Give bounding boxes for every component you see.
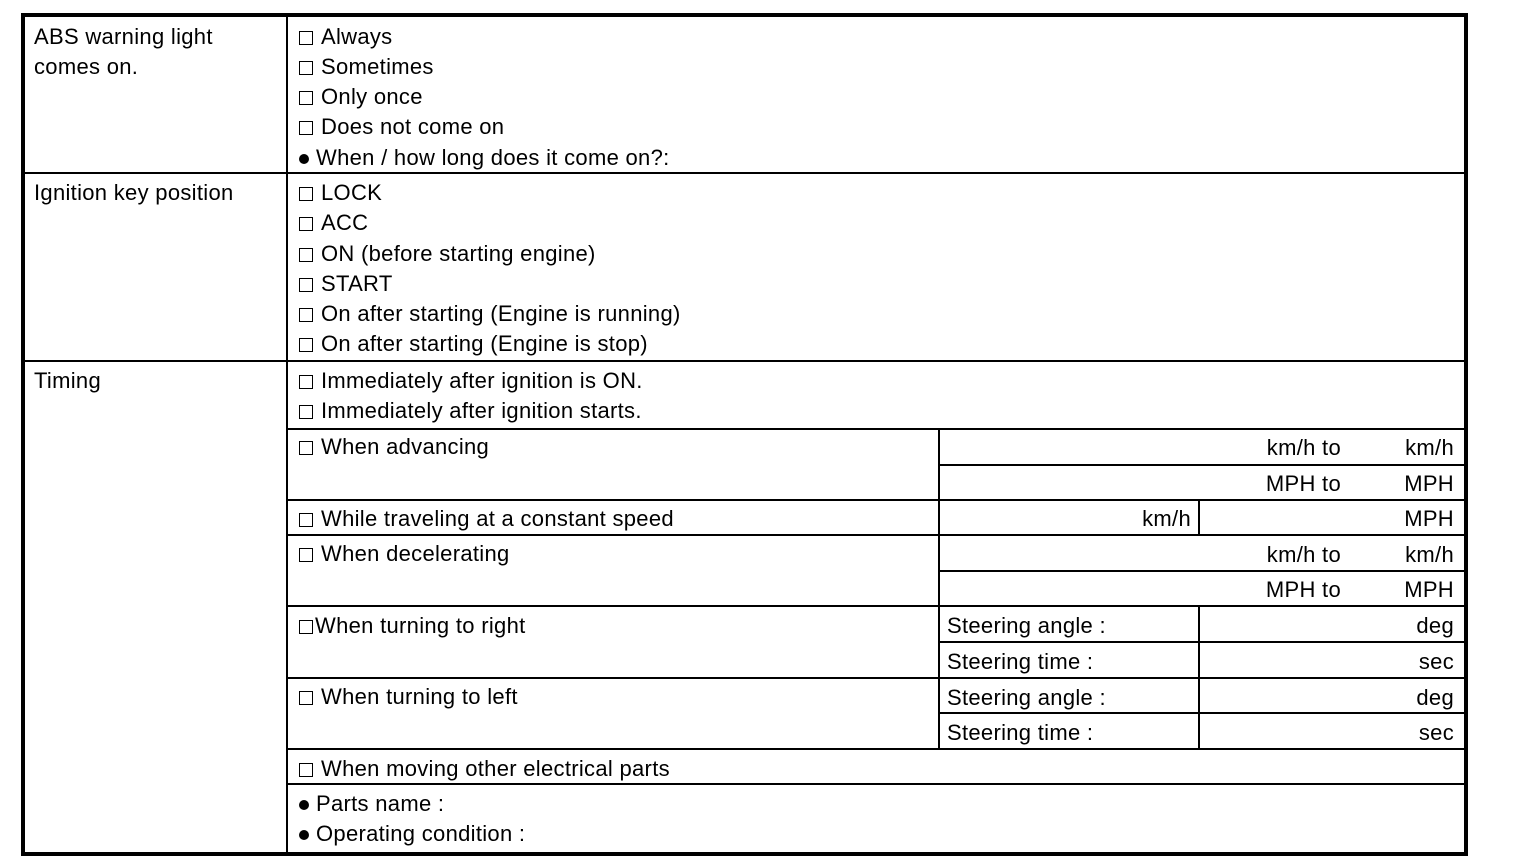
timing-option-electrical-parts[interactable]: When moving other electrical parts [299, 756, 670, 782]
divider-constant-speed [287, 534, 1468, 536]
checkbox-icon[interactable] [299, 187, 313, 201]
abs-option-only-once[interactable]: Only once [299, 84, 423, 110]
operating-condition-label: Operating condition : [299, 821, 525, 847]
abs-option-does-not-come-on[interactable]: Does not come on [299, 114, 504, 140]
timing-option-turning-right[interactable]: When turning to right [299, 613, 526, 639]
left-steering-angle-unit: deg [1416, 685, 1454, 710]
checkbox-icon[interactable] [299, 61, 313, 75]
advancing-kmh-to: km/h to [1266, 435, 1341, 460]
checkbox-icon[interactable] [299, 308, 313, 322]
advancing-kmh: km/h [1405, 435, 1454, 460]
ignition-option-start[interactable]: START [299, 271, 393, 297]
timing-option-decelerating[interactable]: When decelerating [299, 541, 510, 567]
divider-abs-ignition [21, 172, 1468, 174]
checkbox-icon[interactable] [299, 691, 313, 705]
advancing-mph-to: MPH to [1265, 471, 1341, 496]
divider-advancing-units [939, 464, 1468, 466]
checkbox-icon[interactable] [299, 31, 313, 45]
advancing-mph: MPH [1404, 471, 1454, 496]
divider-electrical [287, 783, 1468, 785]
timing-option-turning-left[interactable]: When turning to left [299, 684, 518, 710]
right-steering-time-label: Steering time : [947, 649, 1094, 674]
ignition-option-running[interactable]: On after starting (Engine is running) [299, 301, 681, 327]
right-steering-time-unit: sec [1418, 649, 1454, 674]
decelerating-kmh: km/h [1405, 542, 1454, 567]
ignition-option-on[interactable]: ON (before starting engine) [299, 241, 596, 267]
bullet-icon [299, 830, 309, 840]
checkbox-icon[interactable] [299, 513, 313, 527]
divider-turning-right [287, 677, 1468, 679]
checkbox-icon[interactable] [299, 375, 313, 389]
checkbox-icon[interactable] [299, 620, 313, 634]
checkbox-icon[interactable] [299, 91, 313, 105]
abs-label-line1: ABS warning light [34, 24, 213, 49]
timing-option-immediate-starts[interactable]: Immediately after ignition starts. [299, 398, 642, 424]
bullet-icon [299, 800, 309, 810]
checkbox-icon[interactable] [299, 217, 313, 231]
divider-decelerating-units [939, 570, 1468, 572]
ignition-label: Ignition key position [34, 180, 234, 205]
checkbox-icon[interactable] [299, 763, 313, 777]
right-steering-angle-label: Steering angle : [947, 613, 1106, 638]
bullet-icon [299, 154, 309, 164]
checkbox-icon[interactable] [299, 441, 313, 455]
timing-option-constant-speed[interactable]: While traveling at a constant speed [299, 506, 674, 532]
divider-right-steering [939, 641, 1468, 643]
abs-diagnostic-form [21, 13, 1468, 856]
checkbox-icon[interactable] [299, 338, 313, 352]
abs-question: When / how long does it come on?: [299, 145, 670, 171]
left-steering-angle-label: Steering angle : [947, 685, 1106, 710]
ignition-option-stop[interactable]: On after starting (Engine is stop) [299, 331, 648, 357]
left-steering-time-unit: sec [1418, 720, 1454, 745]
abs-label-line2: comes on. [34, 54, 139, 79]
right-steering-angle-unit: deg [1416, 613, 1454, 638]
checkbox-icon[interactable] [299, 548, 313, 562]
checkbox-icon[interactable] [299, 248, 313, 262]
timing-option-immediate-on[interactable]: Immediately after ignition is ON. [299, 368, 643, 394]
divider-turning-left [287, 748, 1468, 750]
decelerating-mph: MPH [1404, 577, 1454, 602]
ignition-option-lock[interactable]: LOCK [299, 180, 382, 206]
divider-advancing [287, 499, 1468, 501]
checkbox-icon[interactable] [299, 278, 313, 292]
parts-name-label: Parts name : [299, 791, 444, 817]
divider-label-column [286, 13, 288, 856]
decelerating-kmh-to: km/h to [1266, 542, 1341, 567]
divider-decelerating [287, 605, 1468, 607]
constant-speed-kmh: km/h [1142, 506, 1191, 531]
abs-option-sometimes[interactable]: Sometimes [299, 54, 434, 80]
divider-value-column [938, 429, 940, 748]
decelerating-mph-to: MPH to [1265, 577, 1341, 602]
checkbox-icon[interactable] [299, 121, 313, 135]
left-steering-time-label: Steering time : [947, 720, 1094, 745]
divider-timing-immediate [287, 428, 1468, 430]
timing-option-advancing[interactable]: When advancing [299, 434, 489, 460]
timing-label: Timing [34, 368, 101, 393]
checkbox-icon[interactable] [299, 405, 313, 419]
constant-speed-mph: MPH [1404, 506, 1454, 531]
divider-left-steering [939, 712, 1468, 714]
ignition-option-acc[interactable]: ACC [299, 210, 368, 236]
divider-steering-split [1198, 606, 1200, 748]
divider-ignition-timing [21, 360, 1468, 362]
abs-option-always[interactable]: Always [299, 24, 393, 50]
divider-speed-split [1198, 500, 1200, 535]
